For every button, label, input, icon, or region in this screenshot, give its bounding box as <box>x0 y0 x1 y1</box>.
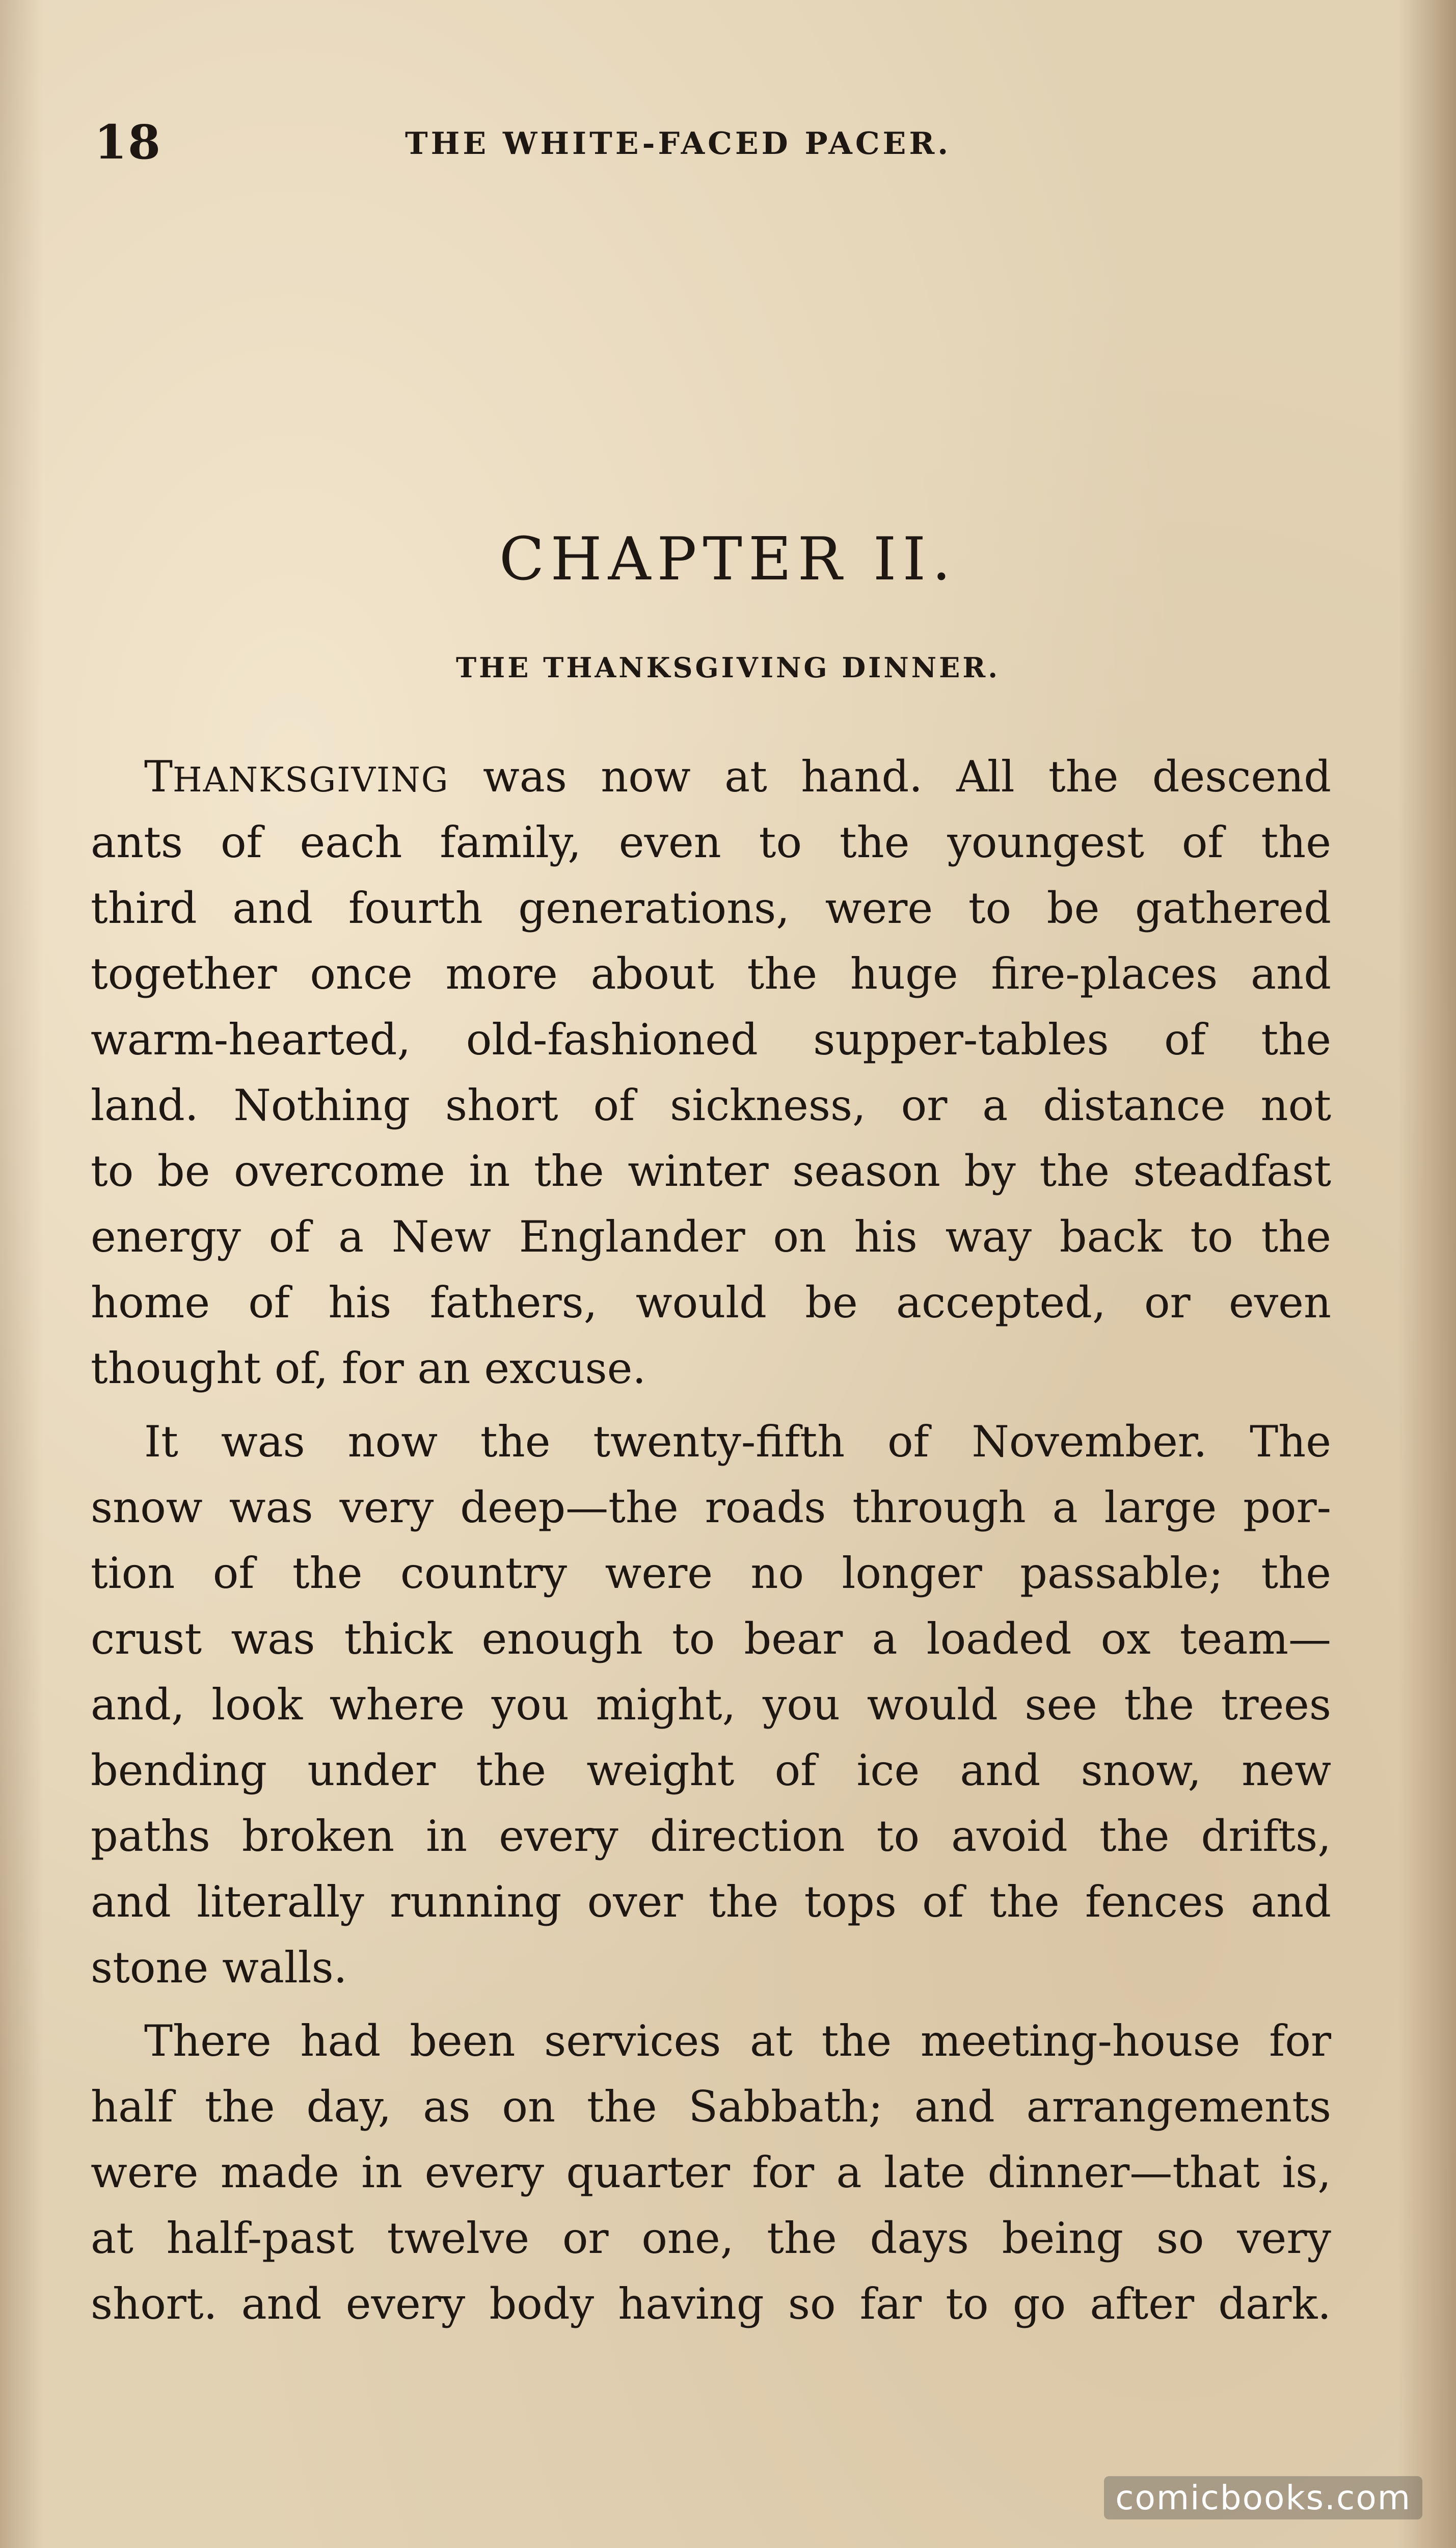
text-line: and, look where you might, you would see the trees <box>91 1680 1331 1730</box>
text-line: together once more about the huge fire-places and <box>91 949 1331 999</box>
text-line: There had been services at the meeting-house for <box>144 2016 1331 2066</box>
first-line-text: was now at hand. All the descend <box>449 752 1331 802</box>
text-line: crust was thick enough to bear a loaded ox team— <box>91 1614 1331 1664</box>
text-line: at half-past twelve or one, the days being so very <box>91 2213 1331 2263</box>
watermark: comicbooks.com <box>1104 2476 1422 2519</box>
text-line: half the day, as on the Sabbath; and arrangements <box>91 2082 1331 2132</box>
text-line: were made in every quarter for a late dinner—that is, <box>91 2147 1331 2197</box>
text-line: energy of a New Englander on his way back to the <box>91 1212 1331 1262</box>
paragraph-gap <box>91 2001 1331 2008</box>
text-line: short. and every body having so far to go after dark. <box>91 2279 1331 2329</box>
text-line: thought of, for an excuse. <box>91 1343 646 1393</box>
text-line: to be overcome in the winter season by the steadfast <box>91 1146 1331 1196</box>
paragraph <box>91 1409 1331 2001</box>
running-head <box>84 115 1358 171</box>
paragraph-gap <box>91 1401 1331 1409</box>
text-line: bending under the weight of ice and snow, new <box>91 1745 1331 1795</box>
text-line: land. Nothing short of sickness, or a distance not <box>91 1080 1331 1130</box>
text-line: and literally running over the tops of the fences and <box>91 1877 1331 1927</box>
text-line: snow was very deep—the roads through a large por- <box>91 1482 1331 1532</box>
small-caps-word: HANKSGIVING <box>173 760 449 800</box>
chapter-heading: CHAPTER II. <box>499 525 957 594</box>
text-line: tion of the country were no longer passable; the <box>91 1548 1331 1598</box>
text-line: third and fourth generations, were to be gathered <box>91 883 1331 933</box>
running-title: THE WHITE-FACED PACER. <box>405 126 952 162</box>
paragraph <box>91 2008 1331 2337</box>
text-line: warm-hearted, old-fashioned supper-tables of the <box>91 1015 1331 1065</box>
body-text <box>91 744 1331 2337</box>
text-line: stone walls. <box>91 1943 347 1993</box>
small-caps-initial: T <box>144 752 173 802</box>
page-number: 18 <box>94 115 162 170</box>
paragraph <box>91 744 1331 1401</box>
chapter-subtitle: THE THANKSGIVING DINNER. <box>455 651 1000 684</box>
text-line: It was now the twenty-fifth of November. The <box>144 1417 1331 1467</box>
text-line: home of his fathers, would be accepted, or even <box>91 1278 1331 1328</box>
text-line: ants of each family, even to the youngest of the <box>91 817 1331 867</box>
text-line <box>91 744 1331 810</box>
text-line: paths broken in every direction to avoid the drifts, <box>91 1811 1331 1861</box>
